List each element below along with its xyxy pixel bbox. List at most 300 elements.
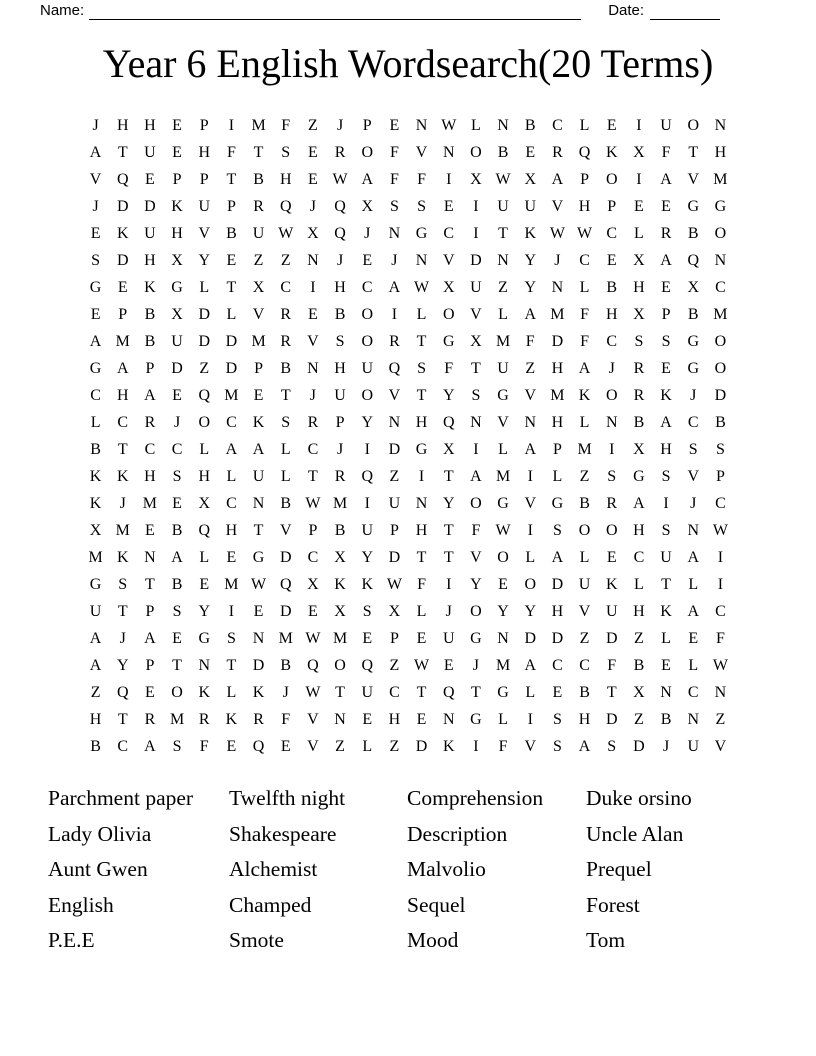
grid-cell: N: [252, 495, 265, 512]
grid-cell: T: [416, 387, 427, 404]
grid-cell: M: [495, 333, 511, 350]
grid-cell: U: [388, 495, 401, 512]
grid-cell: E: [416, 711, 427, 728]
grid-cell: S: [634, 333, 644, 350]
grid-cell: X: [687, 279, 700, 296]
grid-cell: B: [144, 306, 156, 323]
grid-cell: L: [634, 576, 644, 593]
grid-cell: N: [605, 414, 618, 431]
grid-cell: P: [226, 198, 236, 215]
grid-cell: Q: [334, 198, 346, 215]
grid-cell: S: [417, 198, 427, 215]
grid-cell: E: [688, 630, 699, 647]
grid-cell: Q: [252, 738, 265, 755]
grid-cell: V: [415, 144, 428, 161]
grid-cell: G: [89, 576, 102, 593]
grid-cell: V: [442, 252, 455, 269]
grid-cell: T: [688, 144, 699, 161]
grid-cell: E: [172, 144, 182, 161]
grid-cell: M: [142, 495, 158, 512]
grid-cell: I: [418, 468, 425, 485]
grid-cell: M: [224, 576, 239, 593]
grid-cell: J: [391, 252, 398, 269]
grid-cell: E: [172, 117, 182, 134]
grid-cell: M: [713, 306, 728, 323]
grid-cell: A: [225, 441, 238, 458]
grid-cell: T: [117, 144, 128, 161]
grid-cell: F: [417, 171, 427, 188]
grid-cell: X: [334, 603, 346, 620]
grid-cell: H: [714, 144, 727, 161]
grid-cell: P: [362, 117, 372, 134]
grid-cell: J: [282, 684, 289, 701]
grid-cell: Z: [253, 252, 264, 269]
grid-cell: E: [416, 630, 427, 647]
grid-cell: S: [91, 252, 101, 269]
grid-cell: F: [281, 117, 291, 134]
grid-cell: Z: [308, 117, 318, 134]
grid-cell: N: [388, 225, 401, 242]
grid-cell: R: [633, 360, 645, 377]
grid-cell: U: [524, 198, 537, 215]
grid-cell: E: [145, 171, 155, 188]
word-list-item: English: [48, 892, 114, 917]
grid-cell: B: [90, 738, 101, 755]
grid-cell: I: [473, 441, 479, 458]
grid-cell: H: [225, 522, 238, 539]
grid-cell: L: [579, 549, 590, 566]
grid-cell: G: [687, 198, 700, 215]
grid-cell: S: [417, 360, 427, 377]
grid-cell: E: [443, 657, 454, 674]
word-list-column: [48, 781, 193, 959]
grid-cell: S: [661, 333, 671, 350]
grid-cell: X: [171, 252, 183, 269]
grid-cell: F: [417, 576, 427, 593]
grid-cell: E: [498, 576, 508, 593]
grid-cell: A: [660, 414, 672, 431]
grid-cell: C: [361, 279, 373, 296]
grid-cell: K: [361, 576, 374, 593]
grid-cell: C: [579, 657, 590, 674]
grid-cell: P: [145, 657, 155, 674]
grid-cell: X: [307, 225, 319, 242]
grid-cell: E: [389, 117, 400, 134]
grid-cell: C: [687, 684, 699, 701]
grid-cell: U: [497, 198, 509, 215]
grid-cell: I: [446, 576, 452, 593]
grid-cell: S: [281, 144, 291, 161]
grid-cell: P: [335, 414, 345, 431]
grid-cell: Z: [389, 468, 400, 485]
grid-cell: S: [362, 603, 372, 620]
grid-cell: T: [416, 333, 427, 350]
grid-cell: W: [495, 171, 511, 188]
grid-cell: D: [279, 603, 292, 620]
grid-cell: S: [607, 738, 617, 755]
grid-cell: H: [551, 603, 564, 620]
grid-cell: Q: [361, 468, 374, 485]
grid-cell: L: [498, 306, 508, 323]
grid-cell: U: [252, 225, 265, 242]
grid-cell: C: [117, 738, 129, 755]
grid-cell: I: [527, 711, 533, 728]
grid-cell: E: [145, 684, 155, 701]
grid-cell: N: [388, 414, 401, 431]
grid-cell: E: [280, 738, 291, 755]
grid-cell: Z: [525, 360, 536, 377]
grid-cell: G: [497, 495, 509, 512]
grid-cell: E: [362, 711, 373, 728]
grid-cell: P: [199, 171, 209, 188]
grid-cell: J: [690, 495, 697, 512]
grid-cell: N: [415, 117, 428, 134]
grid-cell: K: [89, 495, 102, 512]
grid-cell: E: [443, 198, 454, 215]
grid-cell: E: [172, 495, 182, 512]
grid-cell: F: [389, 144, 399, 161]
grid-cell: A: [578, 360, 591, 377]
grid-cell: L: [634, 225, 644, 242]
grid-cell: I: [364, 495, 370, 512]
grid-cell: J: [662, 738, 670, 755]
grid-cell: Q: [361, 657, 374, 674]
grid-cell: V: [388, 387, 401, 404]
grid-cell: Z: [498, 279, 508, 296]
grid-cell: U: [578, 576, 591, 593]
grid-cell: A: [470, 468, 482, 485]
grid-cell: W: [305, 495, 321, 512]
grid-cell: S: [335, 333, 345, 350]
grid-cell: S: [715, 441, 725, 458]
grid-cell: E: [90, 306, 101, 323]
grid-cell: W: [332, 171, 348, 188]
grid-cell: J: [336, 252, 344, 269]
grid-cell: Q: [279, 198, 292, 215]
grid-cell: W: [441, 117, 457, 134]
grid-cell: D: [470, 252, 482, 269]
grid-cell: E: [661, 198, 671, 215]
grid-cell: B: [334, 306, 346, 323]
grid-cell: V: [198, 225, 211, 242]
grid-cell: Z: [634, 711, 644, 728]
grid-cell: U: [361, 684, 374, 701]
grid-cell: G: [415, 441, 428, 458]
grid-cell: B: [171, 522, 183, 539]
grid-cell: G: [89, 279, 102, 296]
grid-cell: D: [633, 738, 645, 755]
grid-cell: K: [660, 603, 672, 620]
grid-cell: A: [660, 171, 672, 188]
grid-cell: G: [551, 495, 564, 512]
grid-cell: V: [578, 603, 591, 620]
grid-cell: V: [307, 738, 319, 755]
grid-cell: E: [308, 144, 318, 161]
grid-cell: T: [443, 549, 454, 566]
grid-cell: S: [552, 522, 562, 539]
grid-cell: A: [524, 657, 537, 674]
grid-cell: F: [580, 333, 590, 350]
grid-cell: Y: [116, 657, 129, 674]
grid-cell: P: [145, 360, 155, 377]
grid-cell: I: [473, 225, 479, 242]
grid-cell: D: [225, 360, 238, 377]
grid-cell: B: [633, 414, 645, 431]
grid-cell: K: [605, 144, 618, 161]
grid-cell: T: [471, 684, 481, 701]
grid-cell: A: [660, 252, 672, 269]
grid-cell: W: [712, 522, 728, 539]
grid-cell: E: [117, 279, 128, 296]
grid-cell: H: [144, 252, 156, 269]
grid-cell: E: [172, 387, 182, 404]
grid-cell: V: [307, 711, 319, 728]
grid-cell: O: [605, 387, 618, 404]
grid-cell: J: [119, 630, 126, 647]
grid-cell: T: [253, 144, 264, 161]
grid-cell: L: [280, 441, 291, 458]
grid-cell: W: [549, 225, 565, 242]
grid-cell: L: [552, 468, 563, 485]
grid-cell: B: [280, 657, 292, 674]
grid-cell: T: [145, 576, 155, 593]
grid-cell: O: [524, 576, 537, 593]
grid-cell: Q: [687, 252, 700, 269]
grid-cell: Z: [389, 738, 400, 755]
grid-cell: G: [497, 684, 509, 701]
grid-cell: E: [226, 549, 237, 566]
grid-cell: U: [442, 630, 455, 647]
grid-cell: E: [226, 738, 237, 755]
grid-cell: C: [117, 414, 129, 431]
grid-cell: M: [550, 306, 565, 323]
grid-cell: E: [199, 576, 210, 593]
word-list-item: Uncle Alan: [586, 821, 684, 846]
grid-cell: V: [497, 414, 509, 431]
grid-cell: T: [661, 576, 671, 593]
grid-cell: E: [606, 117, 617, 134]
grid-cell: I: [228, 117, 235, 134]
word-list-column: [407, 781, 543, 959]
grid-cell: L: [579, 279, 590, 296]
grid-cell: E: [362, 252, 373, 269]
grid-cell: L: [579, 414, 590, 431]
grid-cell: A: [687, 549, 700, 566]
grid-cell: T: [498, 225, 508, 242]
grid-cell: O: [470, 495, 482, 512]
grid-cell: R: [253, 198, 264, 215]
word-list-item: Alchemist: [229, 857, 318, 881]
grid-cell: M: [278, 630, 293, 647]
grid-cell: F: [715, 630, 725, 647]
grid-cell: G: [89, 360, 102, 377]
grid-cell: F: [471, 522, 481, 539]
grid-cell: T: [416, 549, 427, 566]
grid-cell: A: [578, 738, 591, 755]
grid-cell: D: [225, 333, 238, 350]
grid-cell: I: [717, 549, 724, 566]
grid-cell: A: [252, 441, 265, 458]
grid-cell: O: [714, 360, 727, 377]
grid-cell: C: [171, 441, 183, 458]
grid-cell: S: [661, 522, 671, 539]
grid-cell: P: [199, 117, 209, 134]
grid-cell: T: [416, 684, 427, 701]
grid-cell: A: [89, 630, 102, 647]
grid-cell: D: [144, 198, 156, 215]
grid-cell: F: [226, 144, 236, 161]
grid-cell: I: [228, 603, 235, 620]
grid-cell: E: [90, 225, 101, 242]
grid-cell: D: [714, 387, 727, 404]
grid-cell: Y: [361, 414, 374, 431]
grid-cell: A: [551, 549, 564, 566]
grid-cell: B: [280, 495, 292, 512]
grid-cell: Y: [198, 603, 211, 620]
grid-cell: A: [144, 387, 156, 404]
grid-cell: J: [92, 117, 99, 134]
grid-cell: L: [226, 306, 237, 323]
grid-cell: U: [144, 225, 156, 242]
grid-cell: S: [389, 198, 399, 215]
grid-cell: C: [443, 225, 455, 242]
grid-cell: X: [470, 333, 482, 350]
grid-cell: N: [714, 684, 727, 701]
grid-cell: S: [226, 630, 236, 647]
grid-cell: S: [661, 468, 671, 485]
grid-cell: K: [334, 576, 346, 593]
grid-cell: X: [470, 171, 482, 188]
grid-cell: P: [715, 468, 725, 485]
grid-cell: A: [89, 657, 102, 674]
grid-cell: K: [578, 387, 591, 404]
grid-cell: X: [633, 306, 645, 323]
grid-cell: T: [226, 279, 237, 296]
grid-cell: Q: [578, 144, 591, 161]
grid-cell: R: [144, 414, 156, 431]
grid-cell: N: [252, 630, 265, 647]
grid-cell: I: [391, 306, 398, 323]
grid-cell: M: [115, 333, 130, 350]
grid-cell: V: [687, 171, 700, 188]
grid-cell: X: [361, 198, 374, 215]
grid-cell: M: [577, 441, 592, 458]
grid-cell: A: [361, 171, 374, 188]
grid-cell: T: [443, 522, 454, 539]
grid-cell: K: [660, 387, 672, 404]
grid-cell: C: [307, 441, 319, 458]
word-list-column: [586, 781, 692, 959]
grid-cell: M: [115, 522, 130, 539]
grid-cell: O: [171, 684, 183, 701]
grid-cell: F: [199, 738, 209, 755]
grid-cell: N: [524, 414, 537, 431]
grid-cell: M: [251, 333, 266, 350]
grid-cell: U: [660, 549, 672, 566]
grid-cell: O: [198, 414, 211, 431]
grid-cell: R: [144, 711, 156, 728]
grid-cell: B: [606, 279, 618, 296]
grid-cell: S: [552, 711, 562, 728]
grid-cell: E: [145, 522, 155, 539]
grid-cell: S: [552, 738, 562, 755]
grid-cell: S: [281, 414, 291, 431]
grid-cell: E: [606, 549, 617, 566]
grid-cell: B: [226, 225, 237, 242]
grid-cell: P: [607, 198, 617, 215]
grid-cell: B: [687, 306, 699, 323]
grid-cell: B: [687, 225, 699, 242]
grid-cell: H: [551, 360, 564, 377]
grid-cell: U: [605, 603, 618, 620]
grid-cell: Q: [442, 414, 455, 431]
grid-cell: U: [497, 360, 509, 377]
word-list-item: Shakespeare: [229, 821, 337, 846]
grid-cell: G: [415, 225, 428, 242]
grid-cell: M: [169, 711, 185, 728]
grid-cell: O: [442, 306, 455, 323]
grid-cell: Y: [524, 252, 537, 269]
grid-cell: E: [308, 603, 318, 620]
grid-cell: A: [89, 144, 102, 161]
grid-cell: F: [661, 144, 671, 161]
grid-cell: X: [633, 441, 645, 458]
word-list-item: Duke orsino: [586, 786, 692, 810]
grid-cell: U: [198, 198, 211, 215]
grid-cell: I: [473, 738, 479, 755]
grid-cell: Q: [307, 657, 319, 674]
grid-cell: B: [660, 711, 672, 728]
grid-cell: K: [116, 225, 129, 242]
grid-cell: B: [144, 333, 156, 350]
grid-cell: U: [252, 468, 265, 485]
grid-cell: Y: [442, 495, 455, 512]
grid-cell: O: [578, 522, 591, 539]
grid-cell: E: [226, 252, 237, 269]
grid-cell: G: [442, 333, 455, 350]
word-list-item: Sequel: [407, 892, 466, 917]
grid-cell: I: [364, 441, 370, 458]
grid-cell: C: [144, 441, 156, 458]
grid-cell: Z: [335, 738, 345, 755]
grid-cell: X: [442, 441, 455, 458]
word-list-item: Aunt Gwen: [48, 857, 148, 881]
grid-cell: Q: [198, 522, 211, 539]
grid-cell: Z: [579, 630, 590, 647]
grid-cell: X: [524, 171, 537, 188]
grid-cell: G: [252, 549, 265, 566]
grid-cell: J: [336, 117, 344, 134]
grid-cell: F: [444, 360, 454, 377]
grid-cell: U: [361, 522, 374, 539]
grid-cell: I: [527, 468, 533, 485]
grid-cell: C: [715, 279, 726, 296]
grid-cell: L: [362, 738, 373, 755]
word-list-item: Parchment paper: [48, 786, 194, 810]
word-list-item: Prequel: [586, 857, 652, 881]
grid-cell: X: [442, 279, 455, 296]
grid-cell: F: [525, 333, 535, 350]
grid-cell: N: [497, 630, 509, 647]
grid-cell: C: [280, 279, 292, 296]
grid-cell: W: [251, 576, 267, 593]
grid-cell: K: [605, 576, 618, 593]
grid-cell: H: [633, 603, 645, 620]
grid-cell: T: [172, 657, 182, 674]
grid-cell: B: [334, 522, 346, 539]
date-label: Date:: [608, 2, 645, 19]
grid-cell: C: [687, 414, 699, 431]
